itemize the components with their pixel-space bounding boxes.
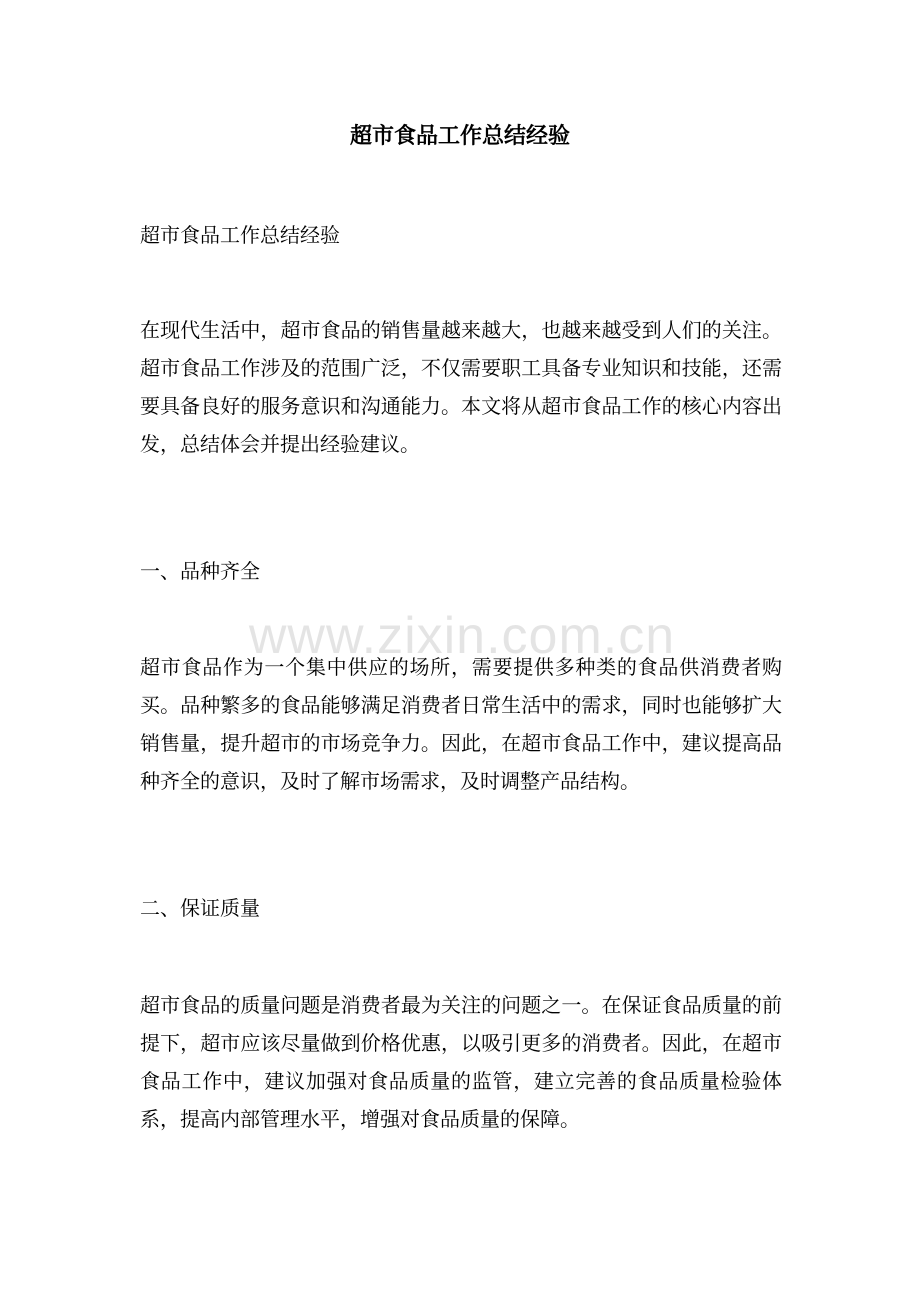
- section-heading-quality: 二、保证质量: [140, 896, 260, 920]
- intro-paragraph: 在现代生活中，超市食品的销售量越来越大，也越来越受到人们的关注。超市食品工作涉及的范围广泛，不仅需要职工具备专业知识和技能，还需要具备良好的服务意识和沟通能力。本文将从超市食品工作的核心内容出发，总结体会并提出经验建议。: [140, 318, 782, 456]
- watermark: www.zixin.com.cn: [248, 607, 676, 665]
- document-subtitle: 超市食品工作总结经验: [140, 223, 340, 247]
- document-title: 超市食品工作总结经验: [349, 123, 570, 149]
- section-body-variety: 超市食品作为一个集中供应的场所，需要提供多种类的食品供消费者购买。品种繁多的食品能够满足消费者日常生活中的需求，同时也能够扩大销售量，提升超市的市场竞争力。因此，在超市食品工作中，建议提高品种齐全的意识，及时了解市场需求，及时调整产品结构。: [140, 655, 782, 793]
- section-body-quality: 超市食品的质量问题是消费者最为关注的问题之一。在保证食品质量的前提下，超市应该尽量做到价格优惠，以吸引更多的消费者。因此，在超市食品工作中，建议加强对食品质量的监管，建立完善的食品质量检验体系，提高内部管理水平，增强对食品质量的保障。: [140, 993, 782, 1131]
- section-heading-variety: 一、品种齐全: [140, 559, 260, 583]
